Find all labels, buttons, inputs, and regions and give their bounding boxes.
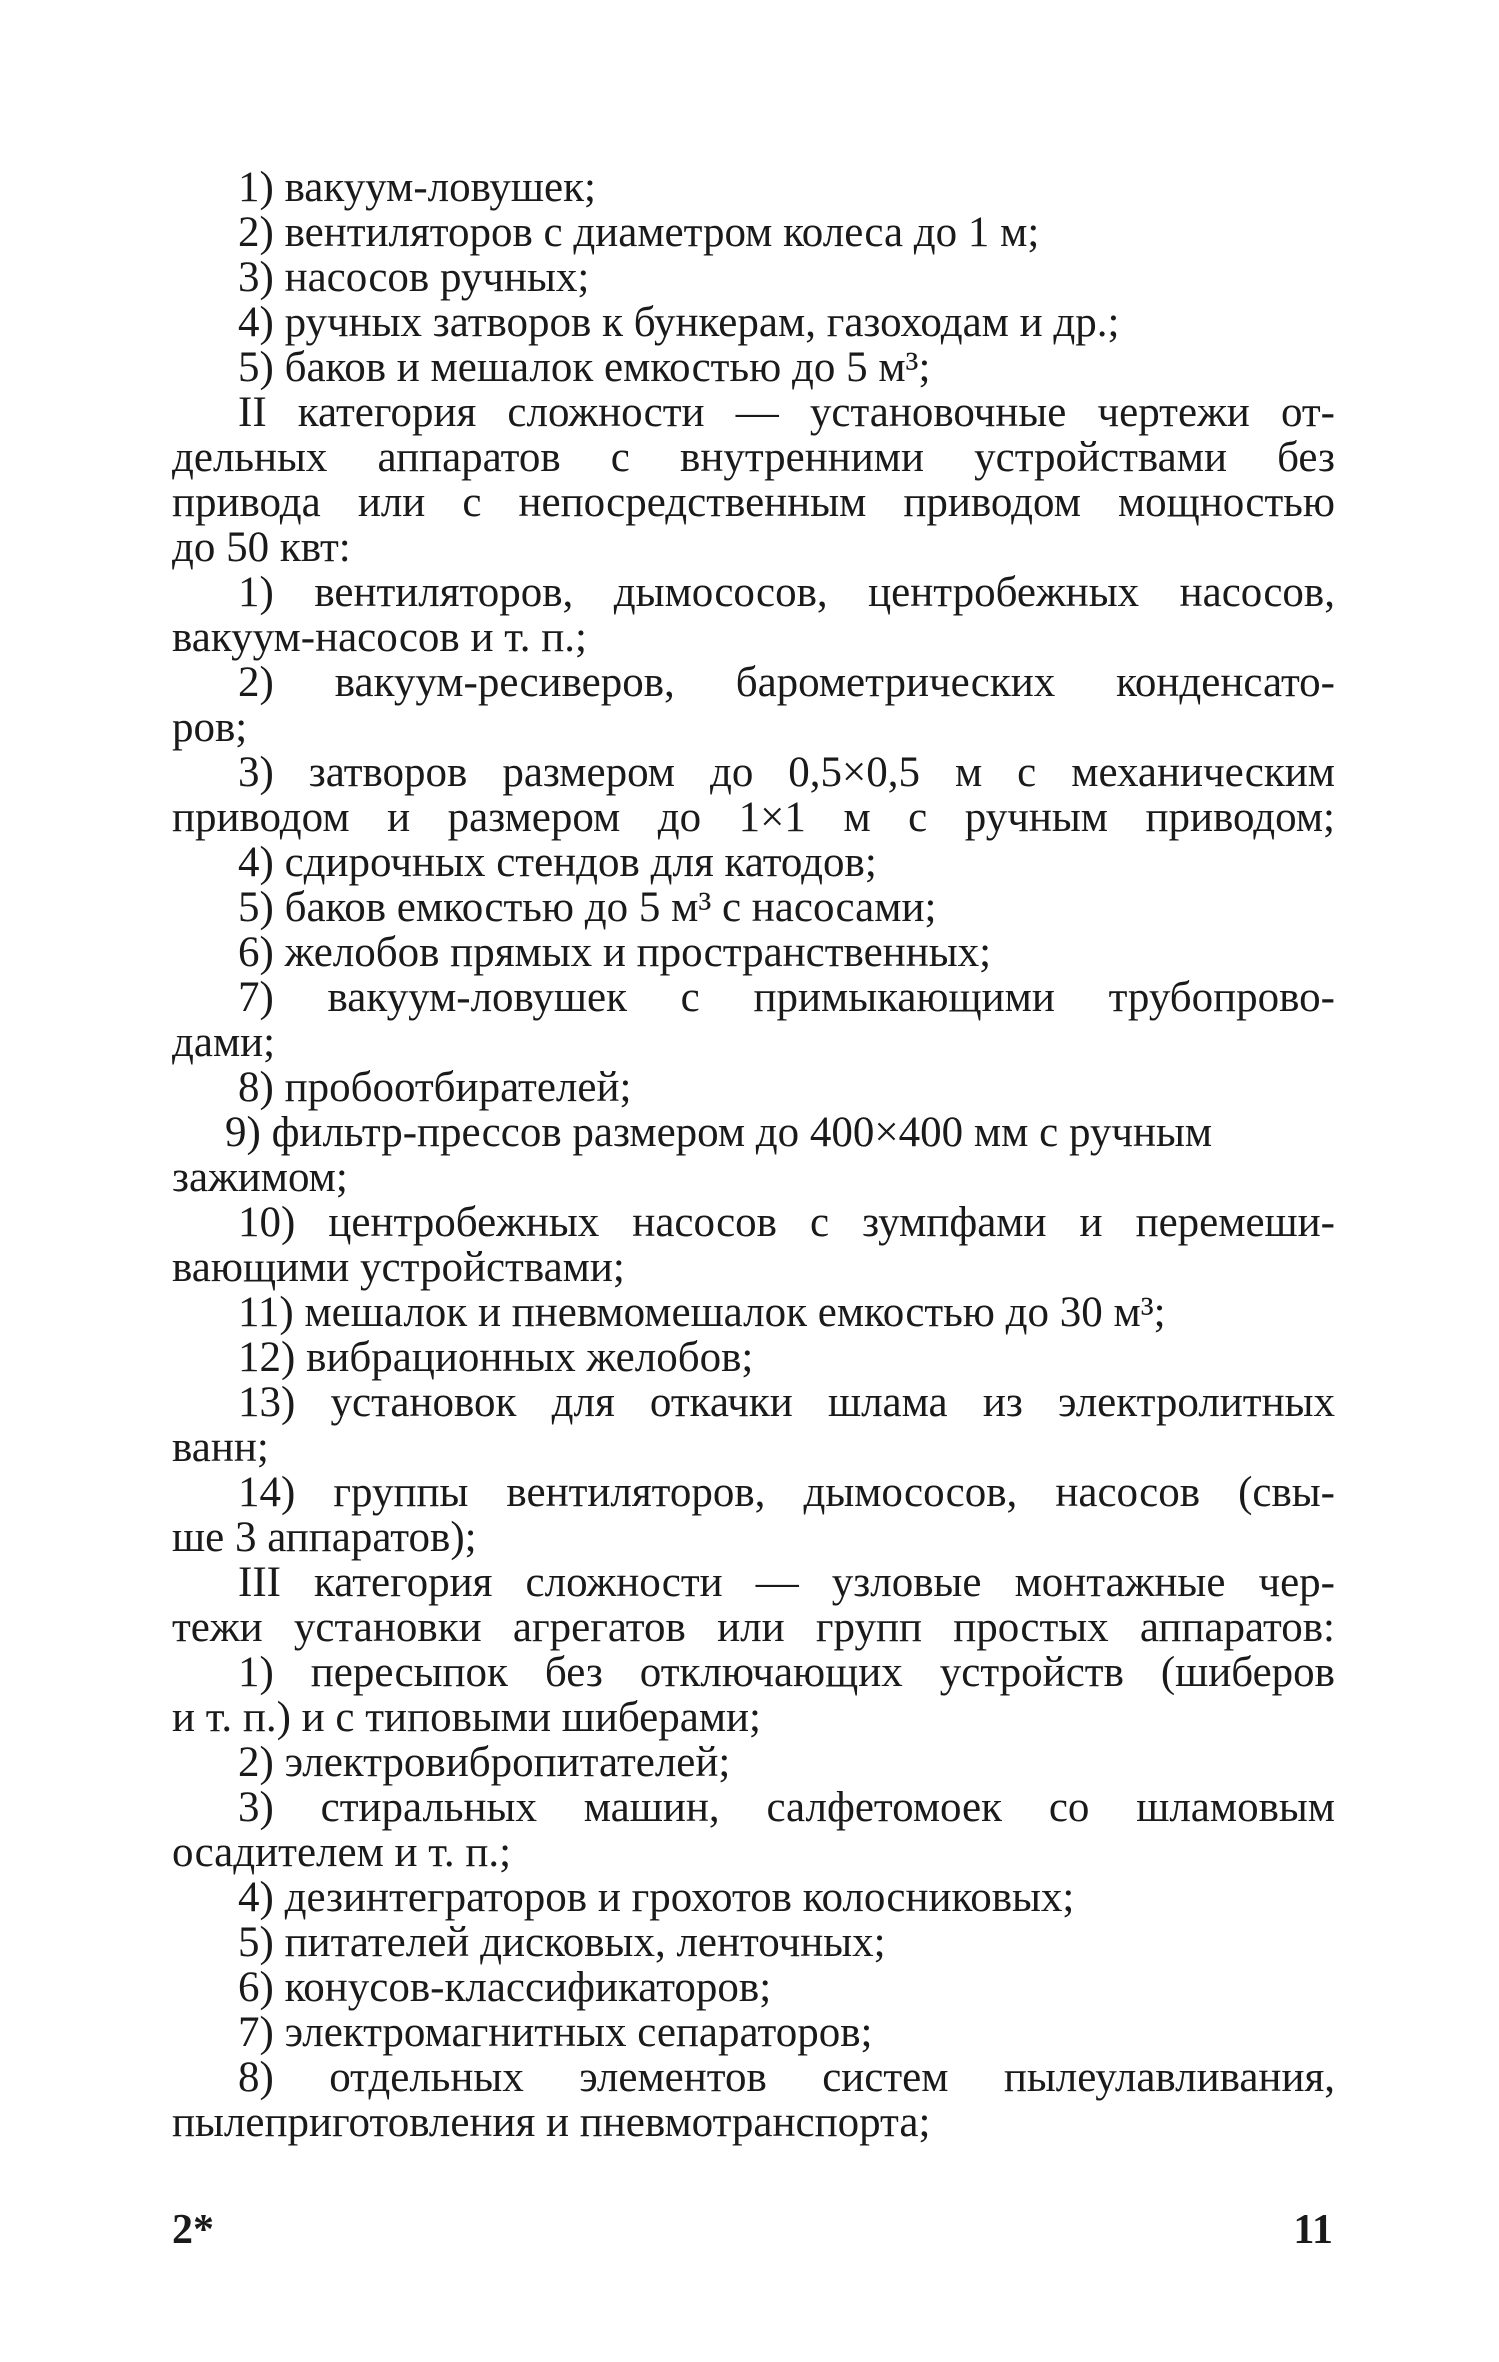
text-line: 8) отдельных элементов систем пылеулавливания, <box>238 2054 1335 2101</box>
text-line: дами; <box>172 1019 276 1066</box>
text-line: 3) стиральных машин, салфетомоек со шламовым <box>238 1784 1335 1831</box>
text-line: ше 3 аппаратов); <box>172 1514 477 1561</box>
text-line: 4) ручных затворов к бункерам, газоходам и др.; <box>238 299 1120 346</box>
text-line: 13) установок для откачки шлама из электролитных <box>238 1379 1335 1426</box>
text-line: ванн; <box>172 1424 269 1471</box>
text-line: II категория сложности — установочные чертежи от- <box>238 389 1335 436</box>
text-line: тежи установки агрегатов или групп простых аппаратов: <box>172 1604 1335 1651</box>
signature-mark: 2* <box>172 2207 214 2253</box>
text-line: 7) вакуум-ловушек с примыкающими трубопрово- <box>238 974 1335 1021</box>
text-line: до 50 квт: <box>172 524 351 571</box>
text-line: вающими устройствами; <box>172 1244 625 1291</box>
text-line: 6) конусов-классификаторов; <box>238 1964 772 2011</box>
text-line: ров; <box>172 704 248 751</box>
text-line: 6) желобов прямых и пространственных; <box>238 929 992 976</box>
text-line: 9) фильтр-прессов размером до 400×400 мм с ручным <box>225 1109 1213 1156</box>
text-line: пылеприготовления и пневмотранспорта; <box>172 2099 931 2146</box>
text-line: 7) электромагнитных сепараторов; <box>238 2009 873 2056</box>
page-number: 11 <box>1293 2207 1333 2253</box>
text-line: 3) насосов ручных; <box>238 254 590 301</box>
text-line: вакуум-насосов и т. п.; <box>172 614 587 661</box>
text-line: 1) вентиляторов, дымососов, центробежных насосов, <box>238 569 1335 616</box>
text-line: 11) мешалок и пневмомешалок емкостью до 30 м³; <box>238 1289 1166 1336</box>
text-line: 5) баков емкостью до 5 м³ с насосами; <box>238 884 937 931</box>
text-line: III категория сложности — узловые монтажные чер- <box>238 1559 1335 1606</box>
text-line: 4) сдирочных стендов для катодов; <box>238 839 877 886</box>
text-line: 2) электровибропитателей; <box>238 1739 731 1786</box>
text-line: 8) пробоотбирателей; <box>238 1064 632 1111</box>
text-line: привода или с непосредственным приводом мощностью <box>172 479 1335 526</box>
text-line: 5) баков и мешалок емкостью до 5 м³; <box>238 344 931 391</box>
text-line: 14) группы вентиляторов, дымососов, насосов (свы- <box>238 1469 1335 1516</box>
text-line: 5) питателей дисковых, ленточных; <box>238 1919 886 1966</box>
text-line: и т. п.) и с типовыми шиберами; <box>172 1694 762 1741</box>
text-line: 1) пересыпок без отключающих устройств (шиберов <box>238 1649 1335 1696</box>
text-line: 4) дезинтеграторов и грохотов колосниковых; <box>238 1874 1075 1921</box>
text-line: зажимом; <box>172 1154 348 1201</box>
text-line: 2) вакуум-ресиверов, барометрических конденсато- <box>238 659 1335 706</box>
text-line: 12) вибрационных желобов; <box>238 1334 754 1381</box>
text-line: 3) затворов размером до 0,5×0,5 м с механическим <box>238 749 1335 796</box>
text-line: 10) центробежных насосов с зумпфами и перемеши- <box>238 1199 1335 1246</box>
text-line: осадителем и т. п.; <box>172 1829 512 1876</box>
text-line: 1) вакуум-ловушек; <box>238 164 596 211</box>
text-line: приводом и размером до 1×1 м с ручным приводом; <box>172 794 1335 841</box>
text-line: дельных аппаратов с внутренними устройствами без <box>172 434 1335 481</box>
text-line: 2) вентиляторов с диаметром колеса до 1 м; <box>238 209 1040 256</box>
